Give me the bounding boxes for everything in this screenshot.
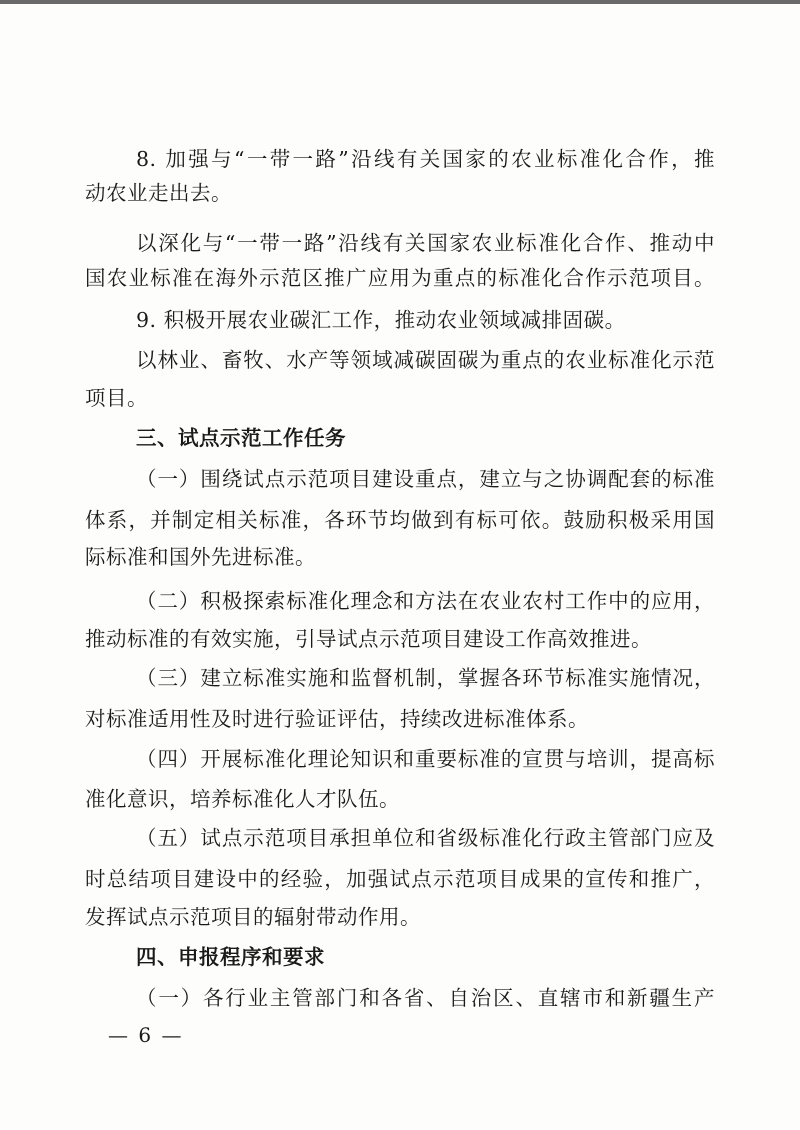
item9-body-line-1: 以林业、畜牧、水产等领域减碳固碳为重点的农业标准化示范 bbox=[136, 348, 715, 372]
section3-p4-line-2: 准化意识，培养标准化人才队伍。 bbox=[85, 787, 400, 811]
section3-p2-line-1: （二）积极探索标准化理念和方法在农业农村工作中的应用， bbox=[136, 589, 715, 613]
section3-p5-line-1: （五）试点示范项目承担单位和省级标准化行政主管部门应及 bbox=[136, 826, 715, 850]
section3-p2-line-2: 推动标准的有效实施，引导试点示范项目建设工作高效推进。 bbox=[85, 627, 652, 651]
scan-top-edge bbox=[0, 0, 800, 4]
item9-body-line-2: 项目。 bbox=[85, 386, 148, 410]
section3-p1-line-3: 际标准和国外先进标准。 bbox=[85, 545, 316, 569]
item9-title-line-1: 9. 积极开展农业碳汇工作，推动农业领域减排固碳。 bbox=[136, 308, 626, 332]
section3-p3-line-2: 对标准适用性及时进行验证评估，持续改进标准体系。 bbox=[85, 707, 589, 731]
section3-p4-line-1: （四）开展标准化理论知识和重要标准的宣贯与培训，提高标 bbox=[136, 747, 715, 771]
section3-p1-line-1: （一）围绕试点示范项目建设重点，建立与之协调配套的标准 bbox=[136, 467, 715, 491]
section3-p1-line-2: 体系，并制定相关标准，各环节均做到有标可依。鼓励积极采用国 bbox=[85, 508, 715, 532]
section3-p5-line-3: 发挥试点示范项目的辐射带动作用。 bbox=[85, 905, 421, 929]
section4-heading: 四、申报程序和要求 bbox=[136, 945, 325, 969]
section3-heading: 三、试点示范工作任务 bbox=[136, 426, 346, 450]
item8-title-line-1: 8. 加强与“一带一路”沿线有关国家的农业标准化合作，推 bbox=[136, 147, 715, 171]
page-number: — 6 — bbox=[108, 1023, 184, 1047]
item8-title-line-2: 动农业走出去。 bbox=[85, 181, 232, 205]
section3-p3-line-1: （三）建立标准实施和监督机制，掌握各环节标准实施情况， bbox=[136, 666, 715, 690]
item8-body-line-1: 以深化与“一带一路”沿线有关国家农业标准化合作、推动中 bbox=[136, 231, 715, 255]
section4-p1-line-1: （一）各行业主管部门和各省、自治区、直辖市和新疆生产 bbox=[136, 986, 715, 1010]
section3-p5-line-2: 时总结项目建设中的经验，加强试点示范项目成果的宣传和推广， bbox=[85, 867, 715, 891]
item8-body-line-2: 国农业标准在海外示范区推广应用为重点的标准化合作示范项目。 bbox=[85, 266, 715, 290]
